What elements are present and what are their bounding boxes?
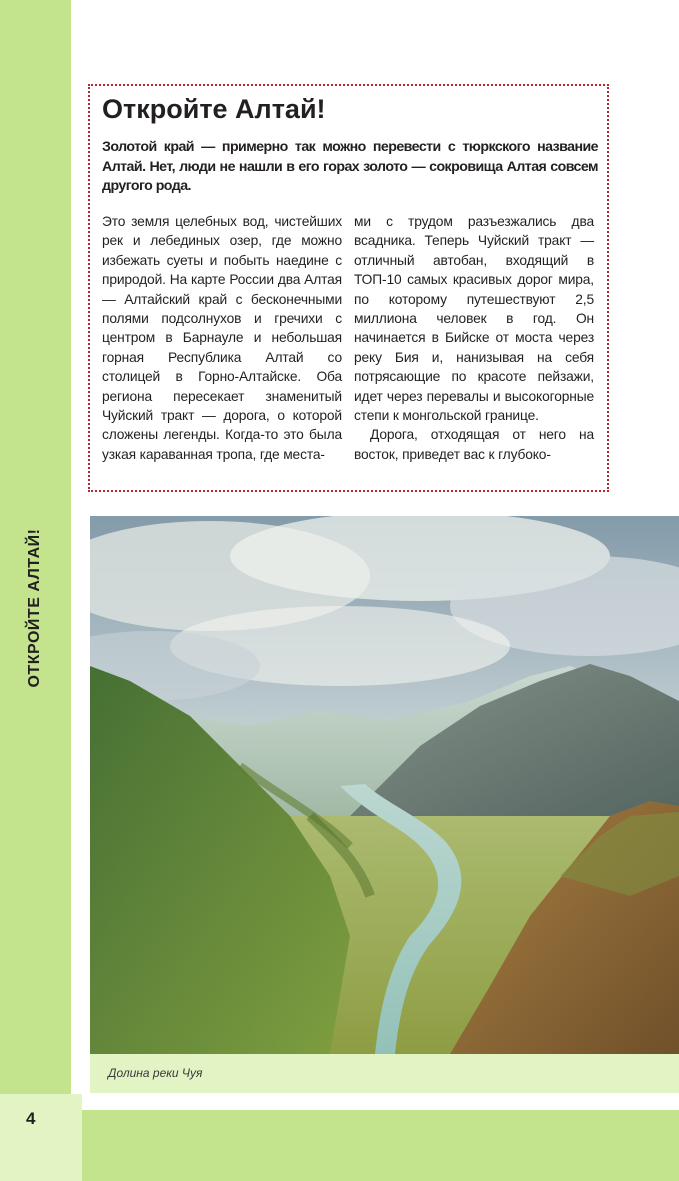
article-paragraph: Дорога, отходящая от него на восток, приведет вас к глубоко- [354, 427, 594, 462]
article-box [88, 84, 609, 492]
article-lead: Золотой край — примерно так можно перевести с тюркского название Алтай. Нет, люди не нашли в его горах золото — сокровища Алтая совсем другого рода. [102, 139, 598, 194]
photo-caption-band [90, 1054, 679, 1093]
article-paragraph: ми с трудом разъезжались два всадника. Теперь Чуйский тракт — отличный автобан, входящий в ТОП-10 самых красивых дорог мира, по которому путешествуют 2,5 миллиона человек в год. Он начинается в Бийске от моста через реку Бия и, нанизывая на себя потрясающие по красоте пейзажи, идет через перевалы и высокогорные степи к монгольской границе. [354, 214, 594, 424]
article-title: Откройте Алтай! [102, 94, 326, 124]
photo-caption: Долина реки Чуя [108, 1066, 203, 1080]
page-number-box [0, 1094, 82, 1181]
bottom-green-band [82, 1110, 679, 1181]
article-column-right [354, 212, 594, 464]
section-side-tab-label: ОТКРОЙТЕ АЛТАЙ! [26, 528, 43, 688]
page-number: 4 [26, 1109, 36, 1128]
landscape-illustration [90, 516, 679, 1054]
article-paragraph: Это земля целебных вод, чистейших рек и лебединых озер, где можно избежать суеты и побыть наедине с природой. На карте России два Алтая — Алтайский край с бесконечными полями подсолнухов и гречихи с центром в Барнауле и небольшая горная Республика Алтай со столицей в Горно-Алтайске. Оба региона пересекает знаменитый Чуйский тракт — дорога, о которой сложены легенды. Когда-то это была узкая караванная тропа, где места- [102, 214, 342, 462]
section-side-tab [0, 478, 71, 738]
article-column-left [102, 212, 342, 464]
chuya-valley-photo [90, 516, 679, 1054]
